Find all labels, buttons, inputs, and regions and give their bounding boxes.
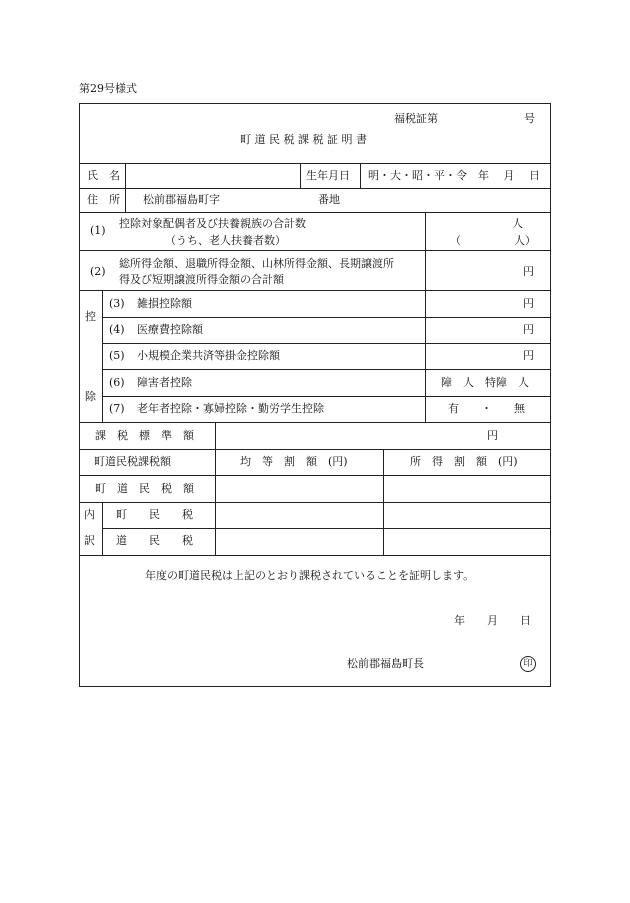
disability-deduction-value: 障 人 特障 人 <box>441 376 529 389</box>
col-divider <box>300 163 301 188</box>
certificate-number-prefix: 福税証第 <box>394 112 438 125</box>
row-divider <box>79 163 551 164</box>
tax-base-unit: 円 <box>487 429 498 442</box>
small-business-deduction-label: 小規模企業共済等掛金控除額 <box>137 349 280 362</box>
item-number: (7) <box>109 402 125 415</box>
row-divider <box>79 250 551 251</box>
row-divider <box>102 343 551 344</box>
item-number: (5) <box>109 349 125 362</box>
prefecture-tax-label: 道 民 税 <box>116 534 193 547</box>
elderly-widow-student-deduction-value: 有 ・ 無 <box>448 402 525 415</box>
row-divider <box>102 396 551 397</box>
dependents-label: 控除対象配偶者及び扶養親族の合計数 <box>119 217 306 230</box>
row-divider <box>102 369 551 370</box>
elderly-unit-open: （ <box>450 234 461 247</box>
total-tax-label: 町 道 民 税 額 <box>95 482 194 495</box>
row-divider <box>79 449 551 450</box>
item-number: (3) <box>109 297 125 310</box>
official-seal-icon: 印 <box>520 656 536 672</box>
item-number: (6) <box>109 376 125 389</box>
name-label: 氏 名 <box>87 169 120 182</box>
tax-base-label: 課 税 標 準 額 <box>95 429 194 442</box>
item-number: (2) <box>90 265 106 278</box>
col-divider <box>425 212 426 422</box>
total-income-label: 総所得金額、退職所得金額、山林所得金額、長期譲渡所 <box>119 257 394 270</box>
issuer-name: 松前郡福島町長 <box>347 657 424 670</box>
medical-deduction-label: 医療費控除額 <box>137 323 203 336</box>
medical-deduction-value: 円 <box>523 323 534 336</box>
breakdown-side-label-bottom: 訳 <box>84 534 95 547</box>
birth-date-label: 生年月日 <box>306 169 350 182</box>
row-divider <box>79 422 551 423</box>
row-divider <box>79 188 551 189</box>
row-divider <box>79 475 551 476</box>
breakdown-side-label-top: 内 <box>84 508 95 521</box>
col-divider <box>383 449 384 555</box>
birth-date-value: 明・大・昭・平・令 年 月 日 <box>368 169 540 182</box>
dependents-unit: 人 <box>512 217 523 230</box>
small-business-deduction-value: 円 <box>523 349 534 362</box>
address-suffix: 番地 <box>318 193 340 206</box>
certification-date: 年 月 日 <box>454 614 531 627</box>
row-divider <box>79 212 551 213</box>
row-divider <box>79 290 551 291</box>
row-divider <box>102 528 551 529</box>
form-number: 第29号様式 <box>79 82 137 95</box>
elderly-unit: 人） <box>514 234 536 247</box>
total-income-label-cont: 得及び短期譲渡所得金額の合計額 <box>119 273 284 286</box>
col-divider <box>102 502 103 555</box>
town-tax-label: 町 民 税 <box>116 508 193 521</box>
tax-certificate-form <box>79 103 551 687</box>
document-title: 町 道 民 税 課 税 証 明 書 <box>240 133 367 146</box>
address-label: 住 所 <box>87 193 120 206</box>
address-prefix: 松前郡福島町字 <box>143 193 220 206</box>
row-divider <box>102 317 551 318</box>
assessed-tax-label: 町道民税課税額 <box>94 455 171 468</box>
total-income-unit: 円 <box>523 265 534 278</box>
col-divider <box>360 163 361 188</box>
certification-statement: 年度の町道民税は上記のとおり課税されていることを証明します。 <box>145 569 475 582</box>
item-number: (4) <box>109 323 125 336</box>
col-divider <box>102 290 103 422</box>
casualty-deduction-label: 雑損控除額 <box>137 297 192 310</box>
income-levy-header: 所 得 割 額 (円) <box>410 455 518 468</box>
col-divider <box>125 163 126 212</box>
item-number: (1) <box>90 224 106 237</box>
elderly-dependents-label: （うち、老人扶養者数） <box>165 234 286 247</box>
deduction-side-label-bottom: 除 <box>85 390 96 403</box>
casualty-deduction-value: 円 <box>523 297 534 310</box>
deduction-side-label-top: 控 <box>85 310 96 323</box>
per-capita-levy-header: 均 等 割 額 (円) <box>240 455 348 468</box>
row-divider <box>79 502 551 503</box>
certificate-number-suffix: 号 <box>524 112 535 125</box>
row-divider <box>79 555 551 556</box>
disability-deduction-label: 障害者控除 <box>137 376 192 389</box>
elderly-widow-student-deduction-label: 老年者控除・寡婦控除・勤労学生控除 <box>137 402 324 415</box>
col-divider <box>215 422 216 555</box>
